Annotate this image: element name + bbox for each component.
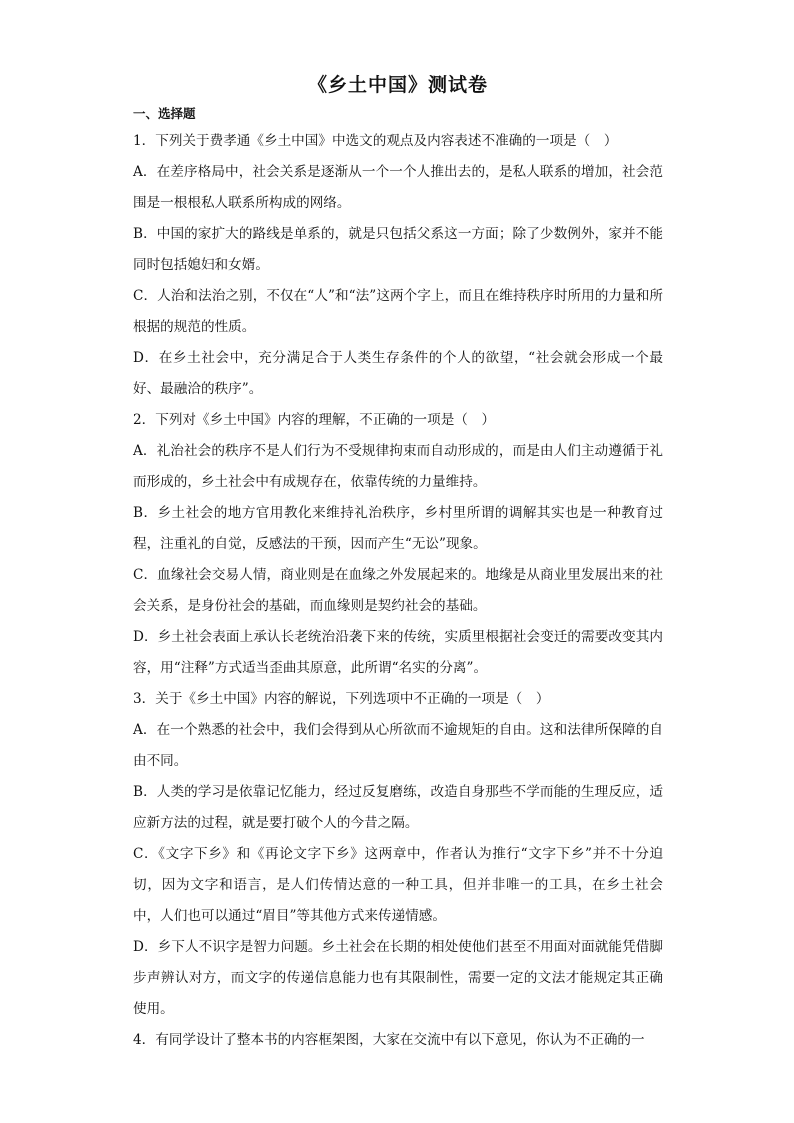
section-heading: 一、选择题 bbox=[133, 106, 196, 121]
question-stem: 4．有同学设计了整本书的内容框架图，大家在交流中有以下意见，你认为不正确的一 bbox=[133, 1032, 645, 1048]
option-d: D．乡土社会表面上承认长老统治沿袭下来的传统，实质里根据社会变迁的需要改变其内容，用“注释”方式适当歪曲其原意，此所谓“名实的分离”。 bbox=[133, 629, 663, 676]
option-b: B．中国的家扩大的路线是单系的，就是只包括父系这一方面；除了少数例外，家并不能同时包括媳妇和女婿。 bbox=[133, 226, 663, 273]
option-b: B．人类的学习是依靠记忆能力，经过反复磨练，改造自身那些不学而能的生理反应，适应新方法的过程，就是要打破个人的今昔之隔。 bbox=[133, 784, 663, 831]
option-d: D．在乡土社会中，充分满足合于人类生存条件的个人的欲望，“社会就会形成一个最好、最融洽的秩序”。 bbox=[133, 350, 663, 397]
question-4 bbox=[133, 1025, 663, 1056]
page-title: 《乡土中国》测试卷 bbox=[307, 74, 488, 96]
exam-page bbox=[133, 62, 663, 1056]
question-stem: 3．关于《乡土中国》内容的解说，下列选项中不正确的一项是（ ） bbox=[133, 691, 550, 707]
question-3 bbox=[133, 684, 663, 1025]
option-a: A．在一个熟悉的社会中，我们会得到从心所欲而不逾规矩的自由。这和法律所保障的自由不同。 bbox=[133, 722, 663, 769]
option-b: B．乡土社会的地方官用教化来维持礼治秩序，乡村里所谓的调解其实也是一种教育过程，注重礼的自觉，反感法的干预，因而产生“无讼”现象。 bbox=[133, 505, 663, 552]
option-a: A．在差序格局中，社会关系是逐渐从一个一个人推出去的，是私人联系的增加，社会范围是一根根私人联系所构成的网络。 bbox=[133, 164, 663, 211]
option-c: C．《文字下乡》和《再论文字下乡》这两章中，作者认为推行“文字下乡”并不十分迫切，因为文字和语言，是人们传情达意的一种工具，但并非唯一的工具，在乡土社会中，人们也可以通过“眉目”等其他方式来传递情感。 bbox=[133, 846, 663, 924]
question-1 bbox=[133, 126, 663, 405]
option-a: A．礼治社会的秩序不是人们行为不受规律拘束而自动形成的，而是由人们主动遵循于礼而形成的，乡土社会中有成规存在，依靠传统的力量维持。 bbox=[133, 443, 663, 490]
option-c: C．人治和法治之别，不仅在“人”和“法”这两个字上，而且在维持秩序时所用的力量和所根据的规范的性质。 bbox=[133, 288, 663, 335]
option-c: C．血缘社会交易人情，商业则是在血缘之外发展起来的。地缘是从商业里发展出来的社会关系，是身份社会的基础，而血缘则是契约社会的基础。 bbox=[133, 567, 663, 614]
question-stem: 1．下列关于费孝通《乡土中国》中选文的观点及内容表述不准确的一项是（ ） bbox=[133, 133, 618, 149]
option-d: D．乡下人不识字是智力问题。乡土社会在长期的相处使他们甚至不用面对面就能凭借脚步声辨认对方，而文字的传递信息能力也有其限制性，需要一定的文法才能规定其正确使用。 bbox=[133, 939, 663, 1017]
question-stem: 2．下列对《乡土中国》内容的理解，不正确的一项是（ ） bbox=[133, 412, 496, 428]
question-2 bbox=[133, 405, 663, 684]
